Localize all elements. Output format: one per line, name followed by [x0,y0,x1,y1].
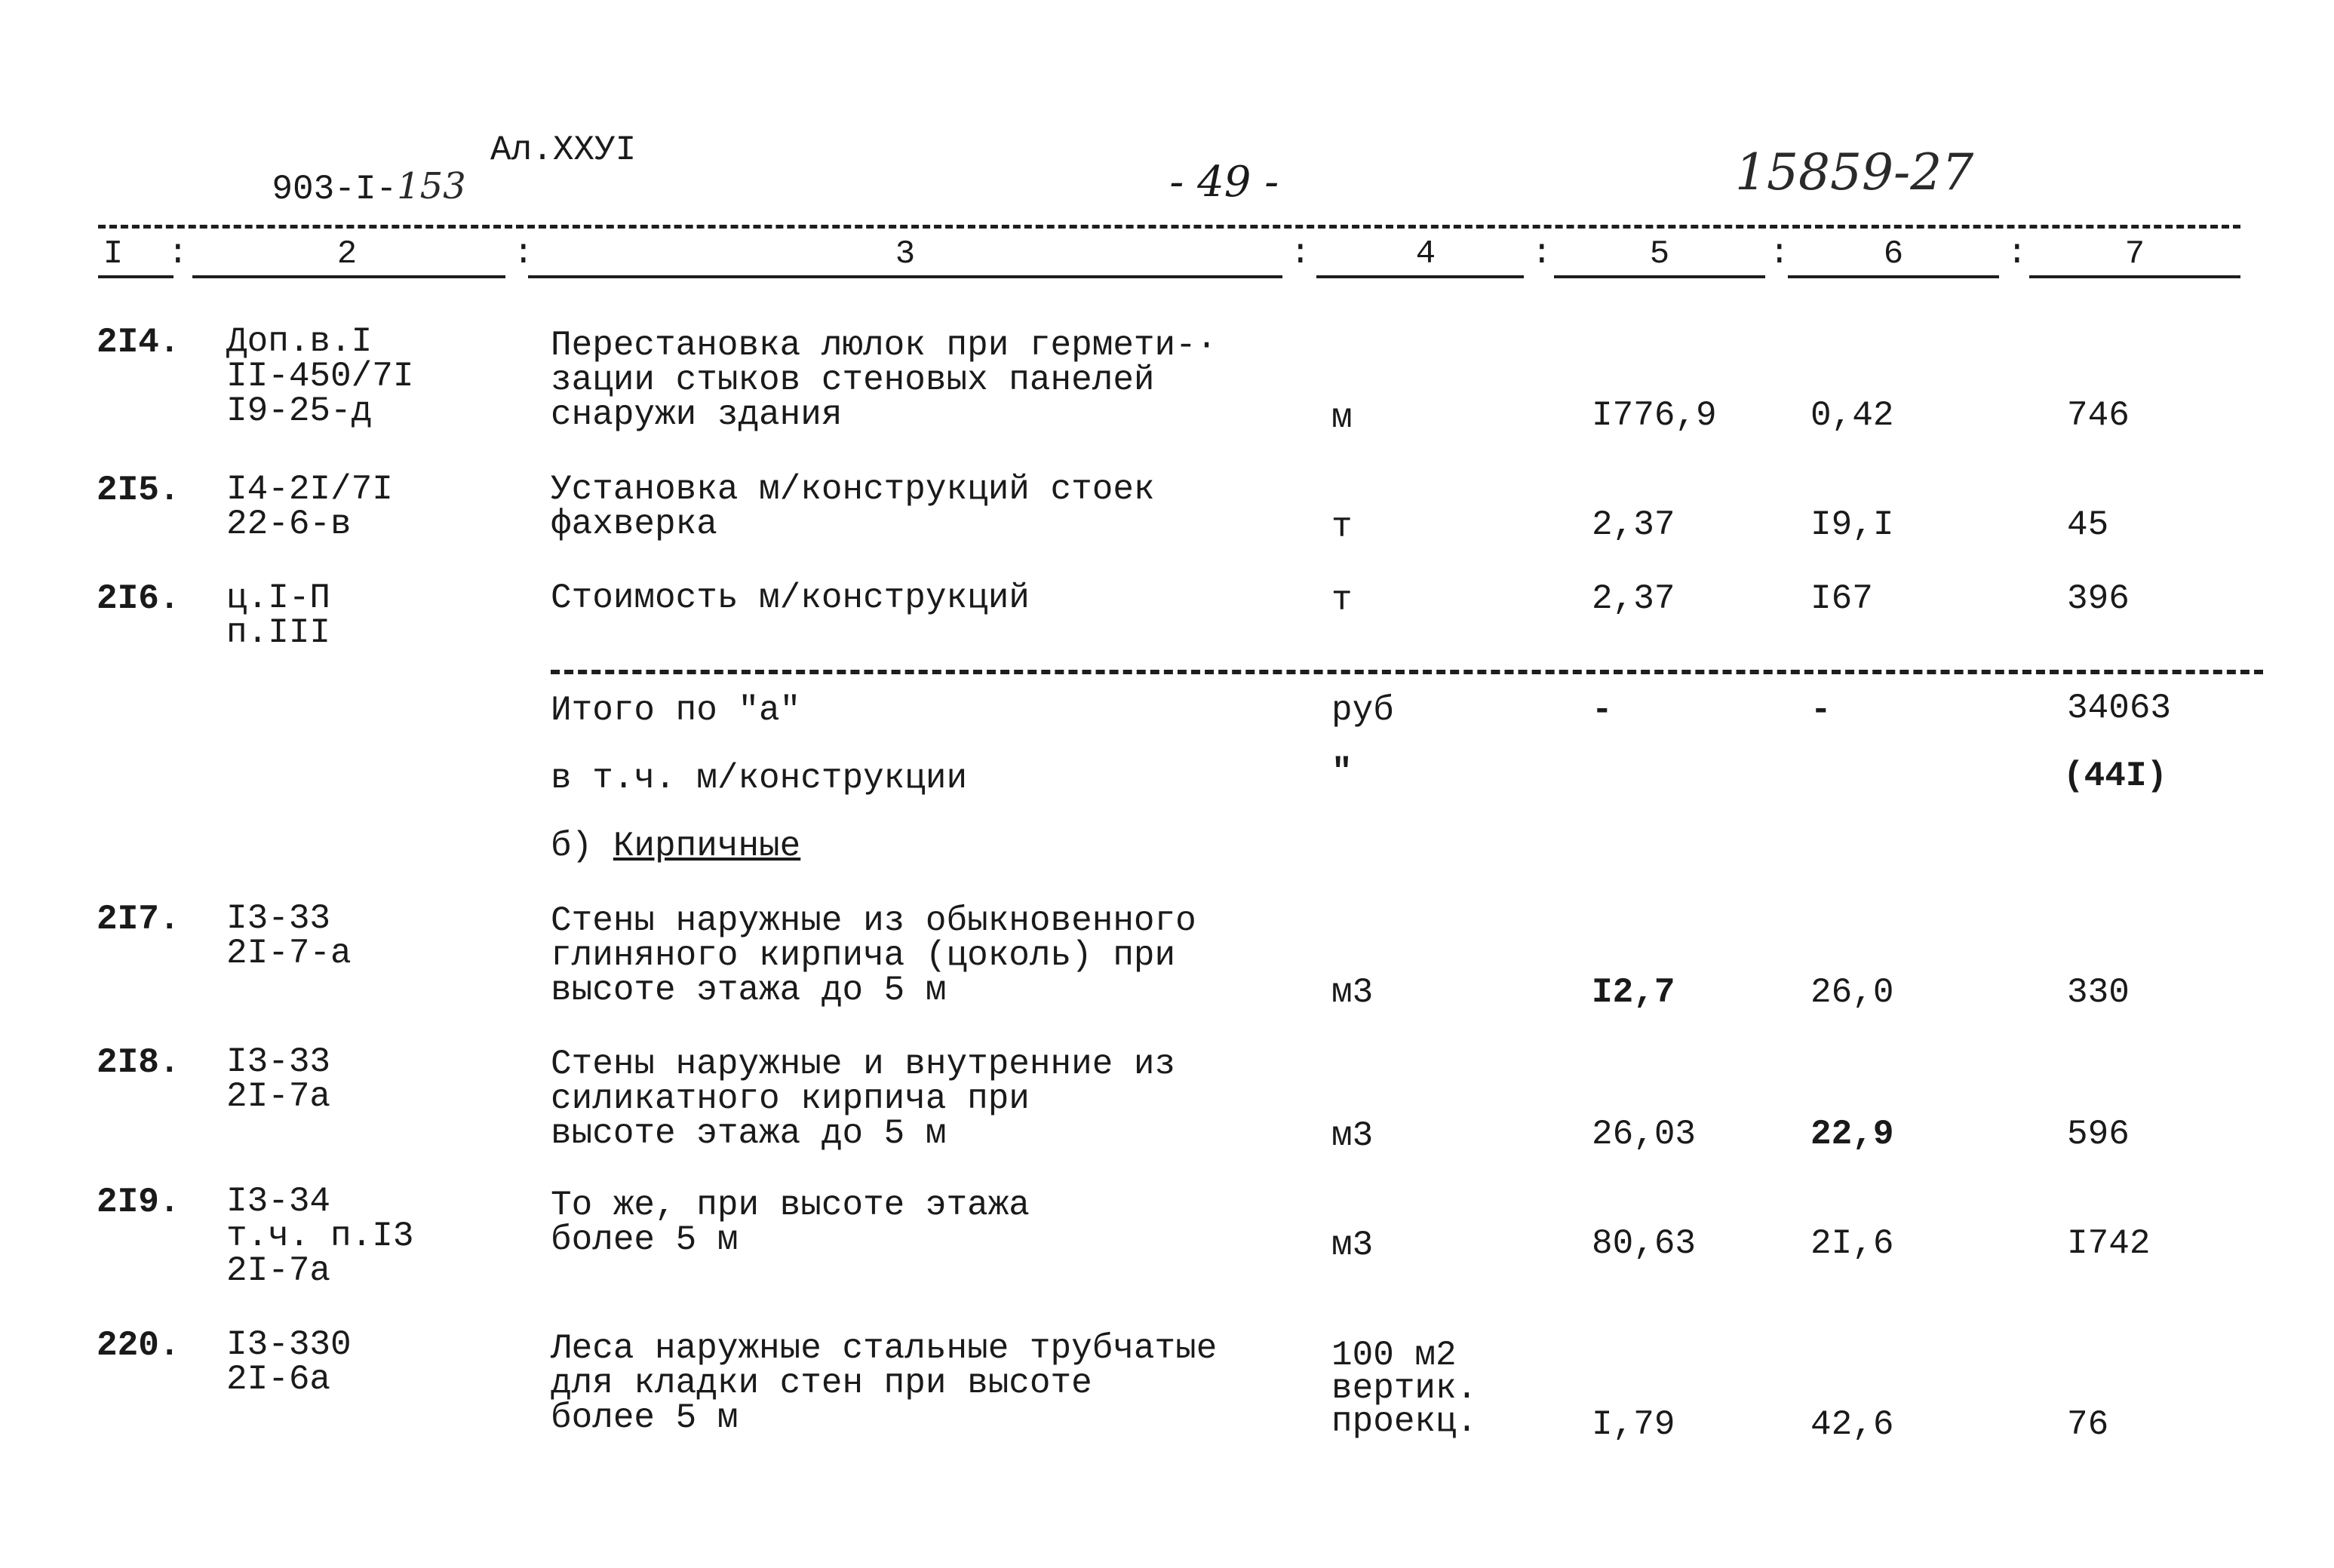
row-unit: т [1331,581,1353,620]
row-total: 596 [2067,1115,2130,1154]
doc-code-handwritten: 153 [397,165,466,207]
row-description [551,472,1155,542]
row-unit: м [1331,398,1353,437]
row-total: 45 [2067,505,2109,545]
row-code-line: 2I-7а [226,1077,331,1116]
section-title: Кирпичные [613,827,801,866]
col-underline [1316,275,1524,278]
row-number: 2I6. [97,579,180,618]
row-number: 2I7. [97,900,180,939]
subtotal-qty: - [1592,691,1613,730]
album-label: Ал.XXУI [490,130,637,170]
col-head-6: 6 [1883,235,1904,273]
row-desc-line: фахверка [551,505,717,544]
row-code-line: II-450/7I [226,357,414,396]
row-code [226,1327,352,1397]
row-price: 22,9 [1810,1115,1894,1154]
col-head-7: 7 [2124,235,2145,273]
row-number: 2I9. [97,1183,180,1222]
row-desc-line: снаружи здания [551,395,843,434]
row-description [551,578,1030,618]
row-price: 2I,6 [1810,1224,1894,1263]
col-head-2: 2 [336,235,358,273]
row-desc-line: более 5 м [551,1398,739,1438]
row-code-line: I3-33 [226,899,331,938]
row-desc-line: Леса наружные стальные трубчатые [551,1329,1218,1368]
col-sep: : [1290,234,1311,273]
col-sep: : [513,234,534,273]
handwritten-number: 15859-27 [1735,143,1974,201]
row-desc-line: Установка м/конструкций стоек [551,470,1155,509]
row-desc-line: высоте этажа до 5 м [551,1114,947,1153]
row-total: 746 [2067,396,2130,435]
row-desc-line: глиняного кирпича (цоколь) при [551,936,1176,975]
subtotal-label: Итого по "а" [551,691,801,730]
row-desc-line: силикатного кирпича при [551,1079,1030,1118]
col-sep: : [1531,234,1552,273]
row-desc-line: Перестановка люлок при гермети-· [551,326,1218,365]
col-underline [2029,275,2240,278]
row-code [226,901,352,971]
row-code-line: I3-330 [226,1325,352,1364]
row-qty: 80,63 [1592,1224,1697,1263]
row-code-line: 2I-7а [226,1251,331,1290]
row-price: 0,42 [1810,396,1894,435]
incl-label: в т.ч. м/конструкции [551,759,968,798]
row-code-line: т.ч. п.I3 [226,1217,414,1256]
row-price: 42,6 [1810,1405,1894,1444]
col-sep: : [2007,234,2028,273]
col-underline [1788,275,1999,278]
row-unit-line: вертик. [1331,1369,1478,1408]
row-code-line: 2I-6а [226,1360,331,1399]
row-price: I67 [1810,579,1873,618]
row-unit: т [1331,508,1353,547]
row-description [551,1047,1175,1151]
row-unit [1331,1336,1478,1441]
subtotal-total: 34063 [2067,689,2172,728]
row-desc-line: зации стыков стеновых панелей [551,361,1155,400]
row-code [226,322,414,431]
row-price: 26,0 [1810,973,1894,1012]
col-underline [1554,275,1765,278]
subtotal-price: - [1810,691,1832,730]
header-top-rule [98,225,2240,229]
col-underline [528,275,1282,278]
doc-code-prefix: 903-I- [272,170,398,209]
row-total: 396 [2067,579,2130,618]
col-sep: : [167,234,189,273]
row-desc-line: высоте этажа до 5 м [551,971,947,1010]
row-unit: м3 [1331,973,1374,1012]
row-description [551,328,1217,432]
row-code-line: ц.I-П [226,578,331,618]
row-code-line: 22-6-в [226,505,352,544]
incl-unit: " [1331,753,1353,792]
row-unit-line: проекц. [1331,1402,1478,1441]
row-qty: 26,03 [1592,1115,1697,1154]
row-qty: 2,37 [1592,505,1675,545]
section-heading [551,828,800,864]
row-code-line: п.III [226,613,331,652]
row-desc-line: Стены наружные и внутренние из [551,1045,1176,1084]
row-qty: 2,37 [1592,579,1675,618]
row-description [551,1329,1218,1438]
row-number: 2I4. [97,323,180,362]
row-unit: м3 [1331,1116,1374,1155]
row-unit-line: 100 м2 [1331,1336,1457,1375]
row-number: 2I8. [97,1043,180,1082]
row-number: 220. [97,1326,180,1365]
row-code-line: 2I-7-а [226,934,352,973]
col-head-4: 4 [1415,235,1436,273]
section-prefix: б) [551,827,593,866]
col-head-3: 3 [895,235,916,273]
row-unit: м3 [1331,1226,1374,1265]
row-total: 76 [2067,1405,2109,1444]
row-description [551,901,1196,1010]
row-description [551,1186,1030,1260]
col-underline [98,275,174,278]
row-code [226,1042,331,1116]
page-number-text: - 49 - [1169,158,1279,207]
col-sep: : [1769,234,1790,273]
row-number: 2I5. [97,471,180,510]
row-code-line: I3-33 [226,1042,331,1082]
row-code-line: I3-34 [226,1182,331,1221]
row-code-line: I9-25-д [226,391,373,431]
row-code [226,1184,413,1288]
row-desc-line: Стоимость м/конструкций [551,578,1030,618]
row-code-line: Доп.в.I [226,322,373,361]
col-head-1: I [103,235,124,273]
row-desc-line: более 5 м [551,1220,739,1260]
row-desc-line: для кладки стен при высоте [551,1364,1092,1403]
row-total: I742 [2067,1224,2151,1263]
subtotal-separator [551,670,2263,674]
subtotal-unit: руб [1331,691,1394,730]
col-underline [192,275,505,278]
row-code-line: I4-2I/7I [226,470,393,509]
row-code [226,578,331,652]
row-qty: I2,7 [1592,973,1675,1012]
incl-total: (44I) [2063,756,2168,796]
row-qty: I776,9 [1592,396,1717,435]
row-qty: I,79 [1592,1405,1675,1444]
col-head-5: 5 [1649,235,1670,273]
row-desc-line: То же, при высоте этажа [551,1186,1030,1225]
row-desc-line: Стены наружные из обыкновенного [551,901,1196,940]
row-total: 330 [2067,973,2130,1012]
row-price: I9,I [1810,505,1894,545]
row-code [226,472,393,542]
